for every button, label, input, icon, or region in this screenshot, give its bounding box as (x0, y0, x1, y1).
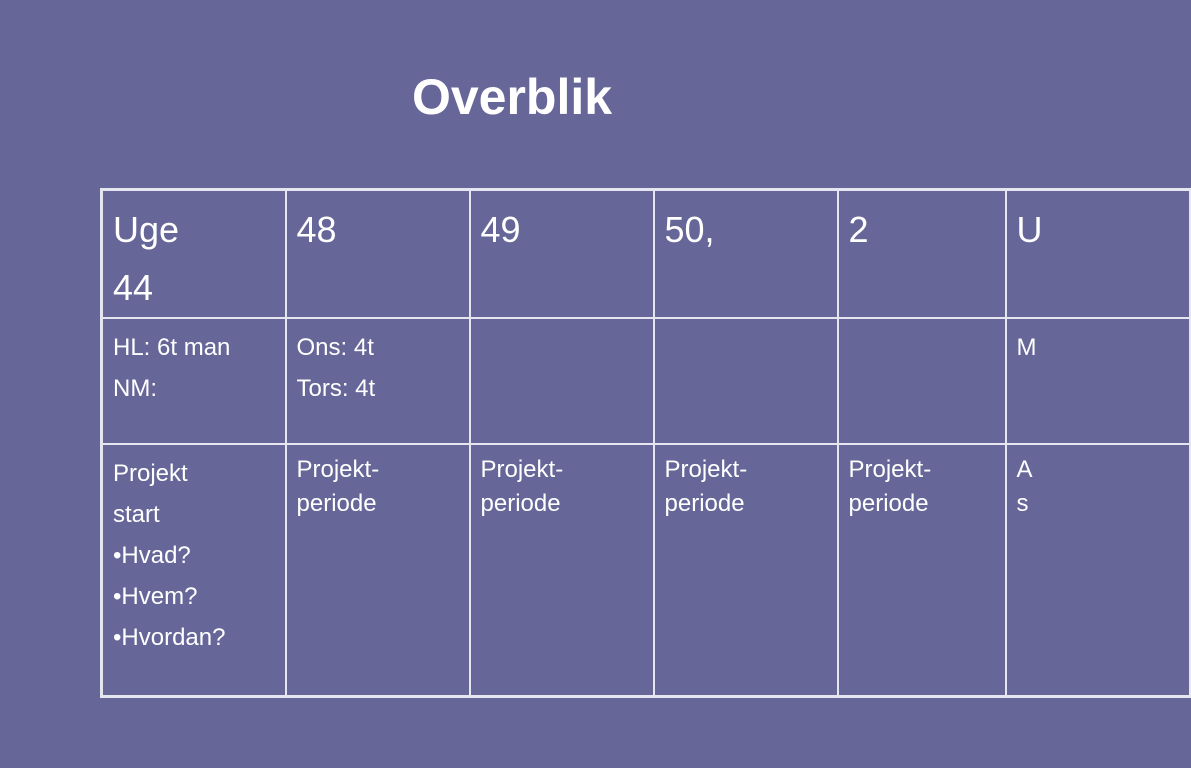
cell-content (1007, 445, 1189, 521)
overview-table-container (100, 188, 1043, 688)
week-cell-4 (654, 190, 838, 319)
cell-content (471, 191, 653, 259)
week-cell-2 (286, 190, 470, 319)
cell-text-line: 48 (296, 209, 337, 250)
table-row-weeks (102, 190, 1190, 319)
cell-text-line: •Hvem? (113, 583, 198, 610)
cell-text-line: •Hvordan? (113, 624, 226, 651)
cell-text-line: periode (664, 490, 745, 517)
cell-text-line: M (1016, 334, 1037, 361)
week-cell-5 (838, 190, 1006, 319)
cell-text-line: Projekt- (848, 456, 932, 483)
cell-text-line: start (113, 501, 160, 528)
cell-content (471, 445, 653, 521)
cell-content (103, 445, 285, 658)
cell-text-line: 44 (113, 267, 154, 308)
cell-content (655, 319, 837, 327)
cell-content (1007, 191, 1189, 259)
cell-content (655, 191, 837, 259)
hours-cell-4 (654, 318, 838, 444)
cell-content (103, 319, 285, 409)
hours-cell-6 (1006, 318, 1190, 444)
cell-content (655, 445, 837, 521)
cell-content (839, 445, 1005, 521)
cell-content (839, 319, 1005, 327)
cell-content (471, 319, 653, 327)
table-row-plan (102, 444, 1190, 697)
cell-text-line: Projekt- (664, 456, 748, 483)
hours-cell-2 (286, 318, 470, 444)
cell-content (287, 191, 469, 259)
cell-text-line: Tors: 4t (296, 375, 376, 402)
cell-text-line: periode (480, 490, 561, 517)
cell-text-line: Projekt- (296, 456, 380, 483)
plan-cell-5 (838, 444, 1006, 697)
hours-cell-1 (102, 318, 286, 444)
cell-text-line: 2 (848, 209, 869, 250)
week-cell-1 (102, 190, 286, 319)
plan-cell-4 (654, 444, 838, 697)
hours-cell-5 (838, 318, 1006, 444)
plan-cell-6 (1006, 444, 1190, 697)
cell-text-line: Uge (113, 209, 180, 250)
cell-text-line: NM: (113, 375, 157, 402)
cell-text-line: U (1016, 209, 1043, 250)
cell-text-line: A (1016, 456, 1033, 483)
table-row-hours (102, 318, 1190, 444)
slide-title: Overblik (411, 69, 613, 125)
cell-text-line: HL: 6t man (113, 334, 231, 361)
cell-text-line: Ons: 4t (296, 334, 374, 361)
cell-text-line: •Hvad? (113, 542, 191, 569)
cell-text-line: Projekt (113, 460, 188, 487)
plan-cell-2 (286, 444, 470, 697)
cell-text-line: periode (296, 490, 377, 517)
week-cell-6 (1006, 190, 1190, 319)
cell-content (1007, 319, 1189, 368)
cell-content (287, 445, 469, 521)
overview-table (100, 188, 1191, 698)
cell-content (103, 191, 285, 317)
cell-text-line: 50, (664, 209, 715, 250)
cell-text-line: s (1016, 490, 1029, 517)
cell-text-line: Projekt- (480, 456, 564, 483)
cell-content (839, 191, 1005, 259)
cell-text-line: periode (848, 490, 929, 517)
plan-cell-3 (470, 444, 654, 697)
cell-content (287, 319, 469, 409)
cell-text-line: 49 (480, 209, 521, 250)
week-cell-3 (470, 190, 654, 319)
plan-cell-1 (102, 444, 286, 697)
hours-cell-3 (470, 318, 654, 444)
